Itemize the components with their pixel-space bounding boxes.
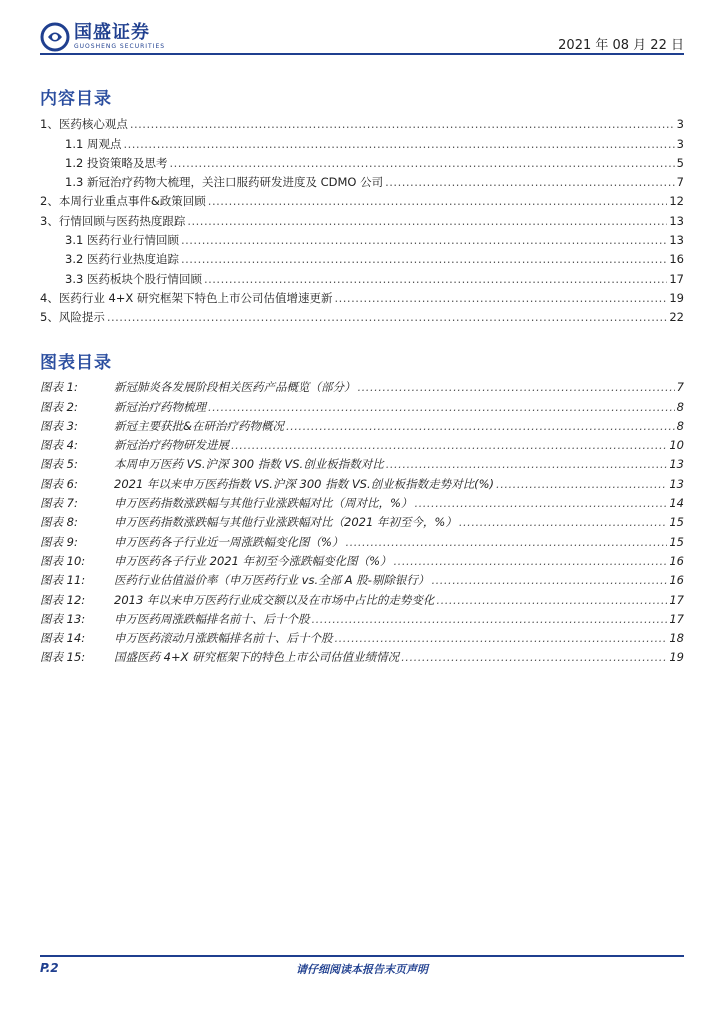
toc-entry[interactable] — [40, 189, 684, 208]
figure-entry-page: 10 — [669, 438, 684, 453]
figure-entry-text: 新冠治疗药物研发进展 — [114, 438, 229, 453]
figure-entry-label: 图表 15: — [40, 650, 86, 665]
toc-leader-dots — [204, 272, 667, 286]
figure-leader-dots — [394, 554, 668, 568]
figure-leader-dots — [208, 400, 675, 414]
disclaimer-note: 请仔细阅读本报告末页声明 — [296, 963, 428, 976]
figure-entry-page: 15 — [669, 515, 684, 530]
figure-entry-text: 新冠治疗药物梳理 — [114, 399, 206, 414]
toc-leader-dots — [181, 252, 667, 266]
figure-entry-page: 14 — [669, 496, 684, 511]
toc-entry-page: 13 — [669, 213, 684, 228]
toc-leader-dots — [181, 233, 667, 247]
figure-entry-text: 申万医药指数涨跌幅与其他行业涨跌幅对比（2021 年初至今，%） — [114, 515, 457, 530]
figure-entry[interactable] — [40, 491, 684, 510]
figure-leader-dots — [401, 650, 667, 664]
figure-entry-page: 16 — [669, 553, 684, 568]
figure-entry-page: 7 — [676, 380, 684, 395]
figure-entry-text: 新冠肺炎各发展阶段相关医药产品概览（部分） — [114, 380, 356, 395]
toc-entry-text: 3.2 医药行业热度追踪 — [65, 252, 179, 267]
figure-entry-page: 13 — [669, 457, 684, 472]
toc-leader-dots — [334, 291, 667, 305]
figure-leader-dots — [459, 515, 668, 529]
figure-entry-label: 图表 6: — [40, 476, 78, 491]
figure-entry[interactable] — [40, 414, 684, 433]
figure-entry-label: 图表 9: — [40, 534, 78, 549]
header-divider — [40, 53, 684, 55]
figure-entry-text: 2021 年以来申万医药指数 VS.沪深 300 指数 VS.创业板指数走势对比(%) — [114, 476, 495, 491]
toc-leader-dots — [130, 117, 675, 131]
figure-entry-page: 19 — [669, 650, 684, 665]
toc-entry-page: 5 — [676, 155, 684, 170]
figure-entry-label: 图表 8: — [40, 515, 78, 530]
figure-entry-text: 申万医药各子行业 2021 年初至今涨跌幅变化图（%） — [114, 553, 392, 568]
toc-entry-text: 3.1 医药行业行情回顾 — [65, 233, 179, 248]
figure-entry[interactable] — [40, 549, 684, 568]
figure-entry[interactable] — [40, 375, 684, 394]
figure-entry-page: 15 — [669, 534, 684, 549]
company-logo — [40, 20, 165, 54]
figure-entry[interactable] — [40, 529, 684, 548]
figure-entry-label: 图表 14: — [40, 631, 86, 646]
figure-entry-text: 本周申万医药 VS.沪深 300 指数 VS.创业板指数对比 — [114, 457, 384, 472]
figure-leader-dots — [386, 457, 668, 471]
toc-entry[interactable] — [40, 170, 684, 189]
toc-entry-page: 3 — [676, 117, 684, 132]
figure-entry-label: 图表 4: — [40, 438, 78, 453]
toc-entry-text: 2、本周行业重点事件&政策回顾 — [40, 194, 206, 209]
figure-leader-dots — [345, 535, 667, 549]
toc-entry-text: 4、医药行业 4+X 研究框架下特色上市公司估值增速更新 — [40, 290, 333, 305]
figure-entry[interactable] — [40, 510, 684, 529]
toc-entry-page: 3 — [676, 136, 684, 151]
toc-entry[interactable] — [40, 247, 684, 266]
figure-entry[interactable] — [40, 471, 684, 490]
toc-entry[interactable] — [40, 305, 684, 324]
toc-entry-text: 1.2 投资策略及思考 — [65, 155, 168, 170]
figure-leader-dots — [414, 496, 667, 510]
toc-list — [40, 112, 684, 324]
footer-divider — [40, 955, 684, 957]
toc-entry-page: 22 — [669, 310, 684, 325]
toc-leader-dots — [169, 156, 674, 170]
logo-english-name: GUOSHENG SECURITIES — [74, 43, 166, 50]
toc-title: 内容目录 — [40, 89, 112, 109]
figure-leader-dots — [231, 438, 667, 452]
toc-entry-page: 17 — [669, 271, 684, 286]
toc-entry-text: 1.1 周观点 — [65, 136, 122, 151]
figure-entry-label: 图表 11: — [40, 573, 86, 588]
logo-emblem-icon — [40, 22, 70, 52]
figure-entry-text: 申万医药周涨跌幅排名前十、后十个股 — [114, 611, 310, 626]
toc-entry[interactable] — [40, 208, 684, 227]
figure-entry-page: 13 — [669, 476, 684, 491]
figure-entry-text: 新冠主要获批&在研治疗药物概况 — [114, 418, 284, 433]
figure-entry-label: 图表 5: — [40, 457, 78, 472]
toc-leader-dots — [123, 137, 674, 151]
figures-list — [40, 375, 684, 664]
toc-entry-text: 3.3 医药板块个股行情回顾 — [65, 271, 202, 286]
figure-leader-dots — [358, 380, 675, 394]
figure-leader-dots — [286, 419, 675, 433]
figure-entry-label: 图表 12: — [40, 592, 86, 607]
report-date: 2021 年 08 月 22 日 — [558, 38, 684, 53]
figure-entry-page: 17 — [669, 611, 684, 626]
toc-entry-text: 1、医药核心观点 — [40, 117, 128, 132]
page-number: P.2 — [40, 961, 59, 975]
toc-entry[interactable] — [40, 151, 684, 170]
toc-entry[interactable] — [40, 286, 684, 305]
toc-leader-dots — [385, 175, 675, 189]
figure-entry[interactable] — [40, 433, 684, 452]
toc-entry-page: 12 — [669, 194, 684, 209]
figure-entry-page: 16 — [669, 573, 684, 588]
figure-entry[interactable] — [40, 587, 684, 606]
toc-entry-page: 19 — [669, 290, 684, 305]
toc-leader-dots — [208, 194, 668, 208]
toc-entry[interactable] — [40, 131, 684, 150]
figure-entry-label: 图表 3: — [40, 418, 78, 433]
figure-leader-dots — [335, 631, 668, 645]
figure-entry[interactable] — [40, 645, 684, 664]
figure-entry[interactable] — [40, 568, 684, 587]
figure-entry[interactable] — [40, 452, 684, 471]
toc-leader-dots — [187, 214, 667, 228]
figures-title: 图表目录 — [40, 353, 112, 373]
figure-entry-page: 8 — [676, 418, 684, 433]
toc-entry[interactable] — [40, 266, 684, 285]
figure-entry[interactable] — [40, 626, 684, 645]
toc-entry-page: 13 — [669, 233, 684, 248]
figure-entry-label: 图表 2: — [40, 399, 78, 414]
toc-entry-text: 5、风险提示 — [40, 310, 105, 325]
figure-entry-label: 图表 10: — [40, 553, 86, 568]
figure-entry-text: 2013 年以来申万医药行业成交额以及在市场中占比的走势变化 — [114, 592, 435, 607]
figure-entry-label: 图表 13: — [40, 611, 86, 626]
figure-entry-page: 17 — [669, 592, 684, 607]
figure-entry-text: 医药行业估值溢价率（申万医药行业 vs.全部 A 股-剔除银行） — [114, 573, 430, 588]
toc-entry-text: 3、行情回顾与医药热度跟踪 — [40, 213, 186, 228]
figure-entry-page: 8 — [676, 399, 684, 414]
figure-entry-label: 图表 1: — [40, 380, 78, 395]
figure-entry[interactable] — [40, 607, 684, 626]
toc-leader-dots — [107, 310, 668, 324]
figure-leader-dots — [496, 477, 667, 491]
logo-chinese-name: 国盛证券 — [74, 22, 150, 43]
figure-entry-text: 申万医药滚动月涨跌幅排名前十、后十个股 — [114, 631, 333, 646]
toc-entry-text: 1.3 新冠治疗药物大梳理，关注口服药研发进度及 CDMO 公司 — [65, 175, 384, 190]
figure-entry-label: 图表 7: — [40, 496, 78, 511]
figure-entry-text: 申万医药指数涨跌幅与其他行业涨跌幅对比（周对比，%） — [114, 496, 413, 511]
figure-entry-text: 国盛医药 4+X 研究框架下的特色上市公司估值业绩情况 — [114, 650, 400, 665]
figure-entry-page: 18 — [669, 631, 684, 646]
toc-entry-page: 7 — [676, 175, 684, 190]
figure-entry-text: 申万医药各子行业近一周涨跌幅变化图（%） — [114, 534, 344, 549]
figure-leader-dots — [312, 612, 668, 626]
toc-entry[interactable] — [40, 112, 684, 131]
figure-leader-dots — [436, 593, 667, 607]
page-header — [40, 20, 684, 56]
figure-leader-dots — [431, 573, 667, 587]
figure-entry[interactable] — [40, 394, 684, 413]
toc-entry[interactable] — [40, 228, 684, 247]
toc-entry-page: 16 — [669, 252, 684, 267]
